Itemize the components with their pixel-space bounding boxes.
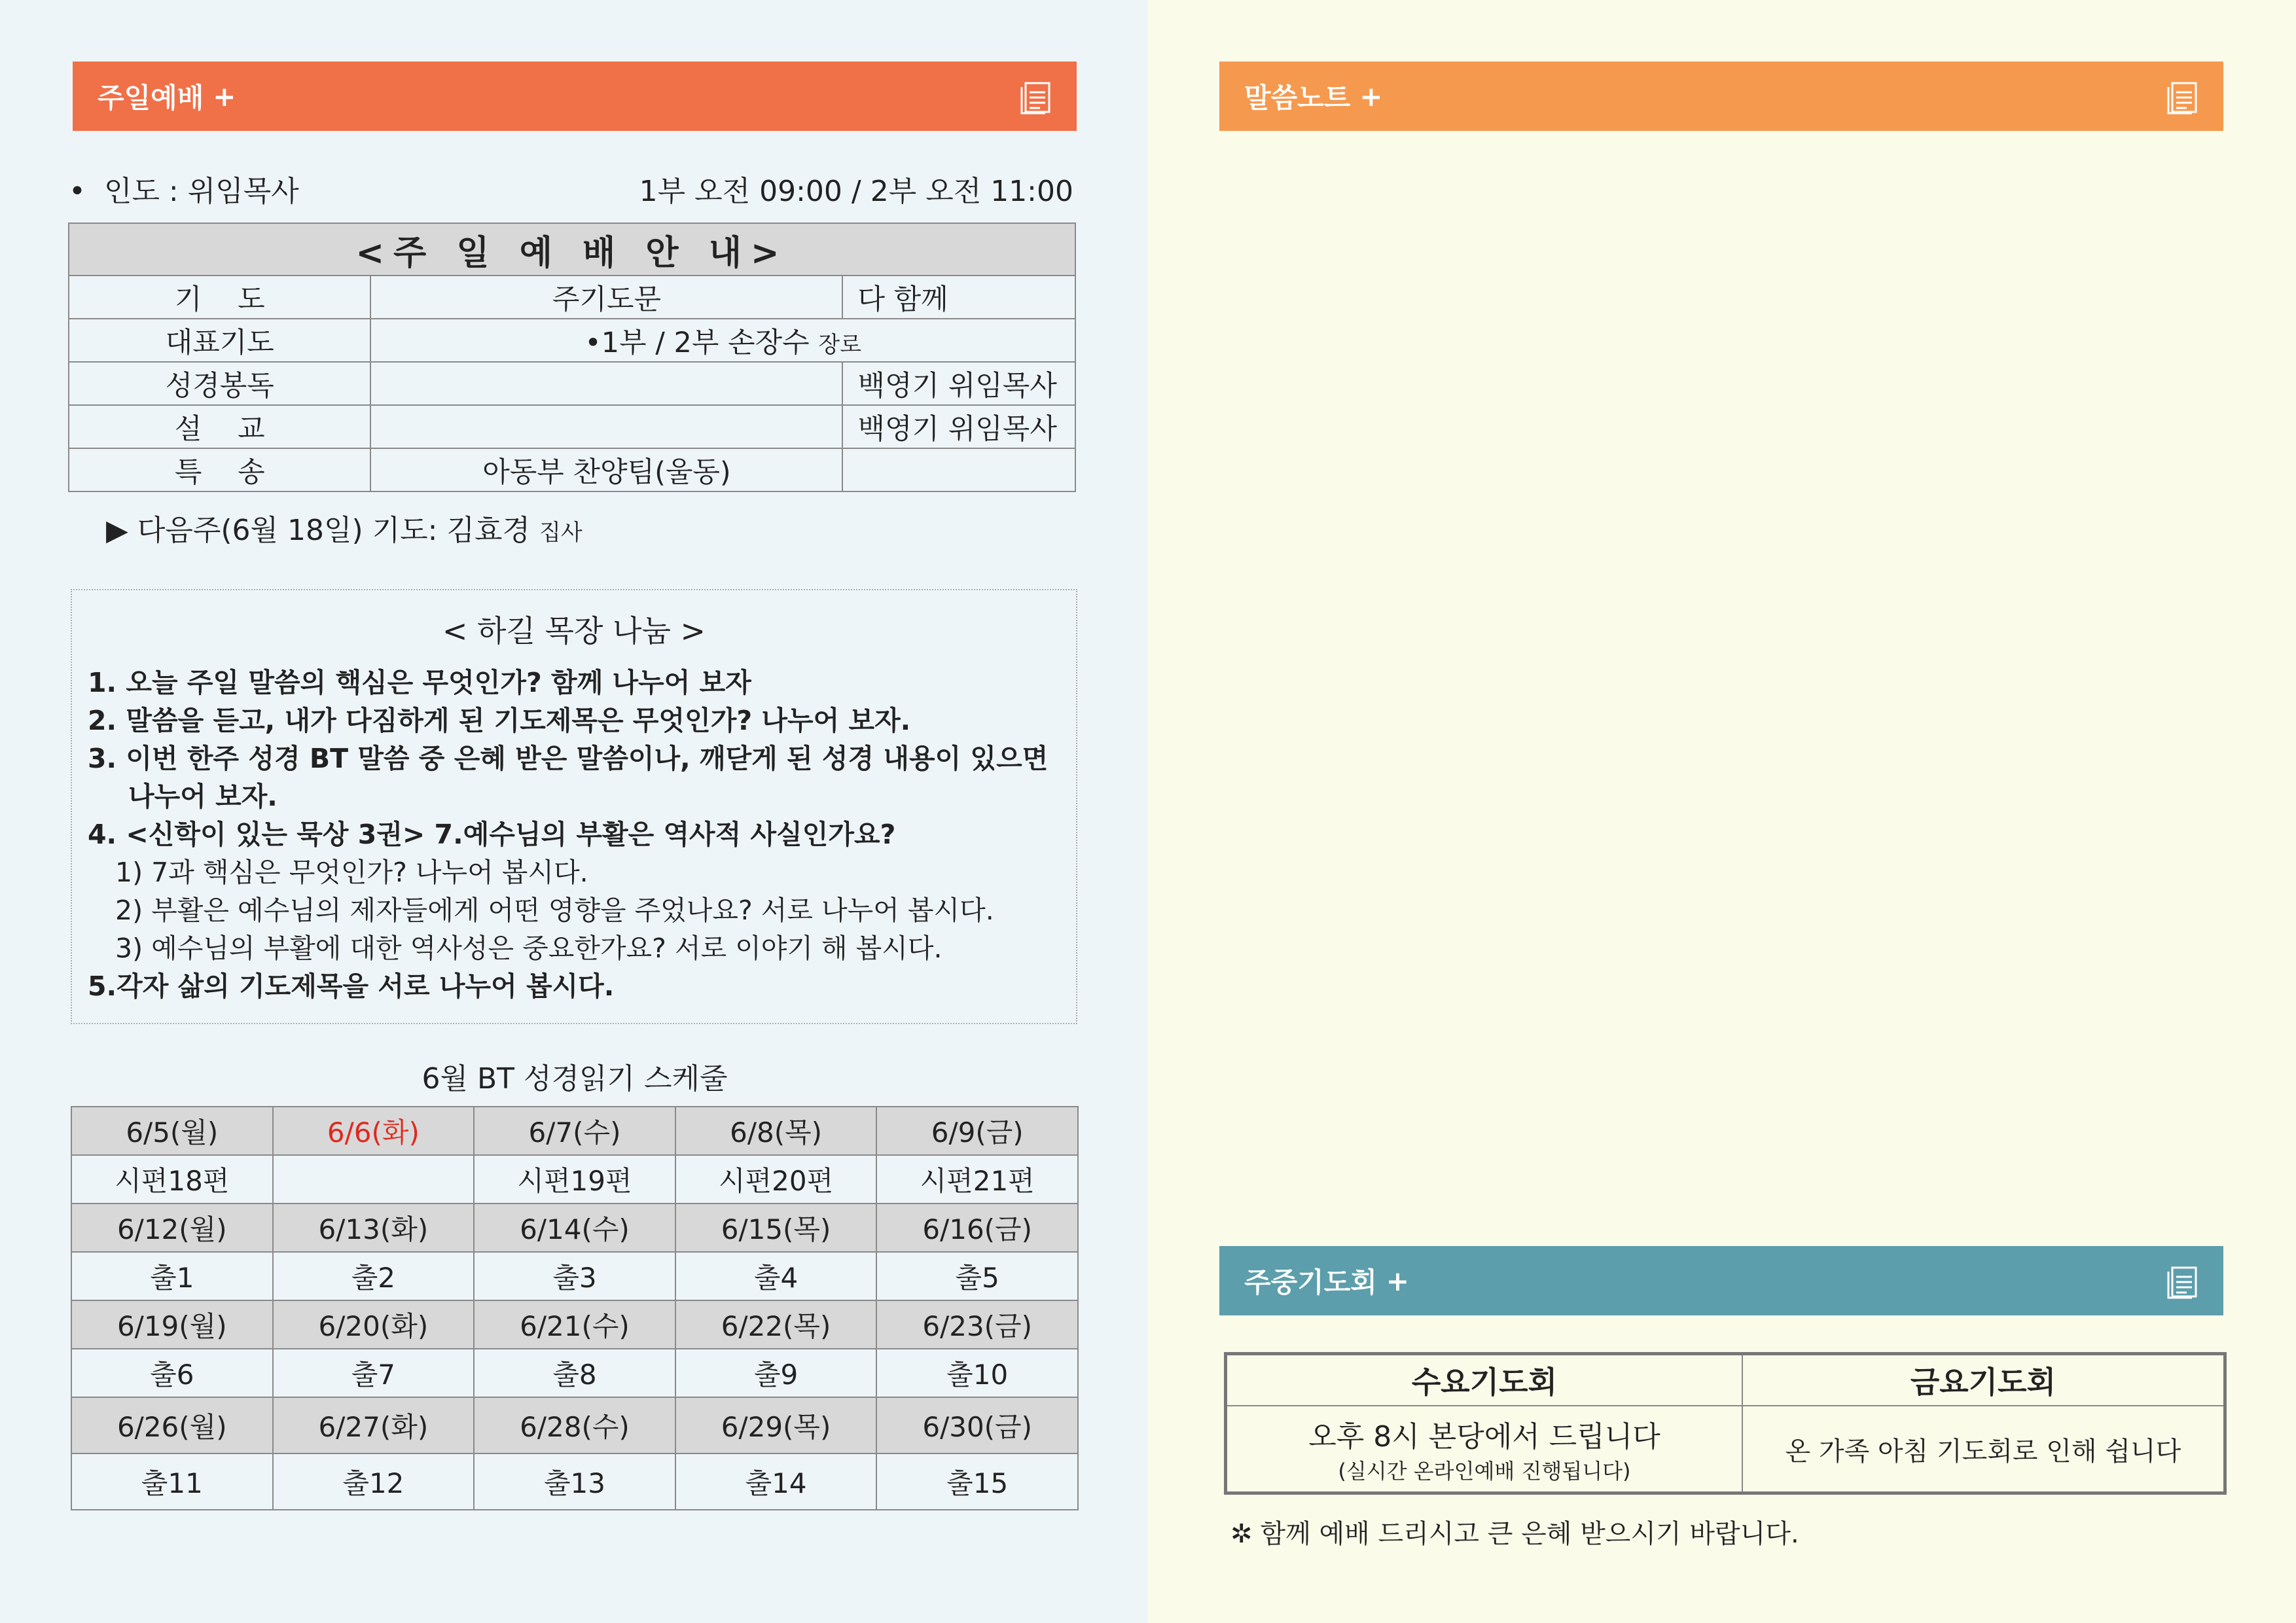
date-cell: 6/27(화) [273, 1397, 475, 1454]
row-content-cell [370, 319, 1075, 362]
worship-banner-title: 주일예배 [98, 82, 204, 114]
date-row [71, 1107, 1078, 1155]
sharing-subquestion: 1) 7과 핵심은 무엇인가? 나누어 봅시다. [115, 857, 588, 888]
worship-banner[interactable] [73, 62, 1077, 131]
reading-cell: 시편21편 [876, 1155, 1078, 1204]
reading-cell: 출8 [474, 1349, 675, 1397]
date-cell: 6/30(금) [876, 1397, 1078, 1454]
leader-label: 인도 : [103, 175, 179, 208]
reading-cell: 출14 [675, 1454, 877, 1510]
row-label: 성경봉독 [69, 362, 370, 405]
reading-cell: 출2 [273, 1252, 475, 1300]
wednesday-text: 오후 8시 본당에서 드립니다 [1308, 1420, 1660, 1454]
sharing-question: 5.각자 삶의 기도제목을 서로 나누어 봅시다. [88, 971, 615, 1002]
sharing-question: 4. <신학이 있는 묵상 3권> 7.예수님의 부활은 역사적 사실인가요? [88, 819, 896, 850]
reading-cell: 출9 [675, 1349, 877, 1397]
sharing-title: < 하길 목장 나눔 > [442, 613, 706, 649]
midweek-prayer-table [1224, 1352, 2227, 1495]
reading-cell: 시편20편 [675, 1155, 877, 1204]
plus-icon: + [213, 80, 236, 113]
date-cell: 6/5(월) [71, 1107, 273, 1155]
date-cell: 6/20(화) [273, 1300, 475, 1349]
reading-cell: 출6 [71, 1349, 273, 1397]
date-cell: 6/28(수) [474, 1397, 675, 1454]
friday-header: 금요기도회 [1742, 1354, 2225, 1406]
wednesday-subnote: (실시간 온라인예배 진행됩니다) [1338, 1459, 1631, 1484]
sharing-subquestion: 3) 예수님의 부활에 대한 역사성은 중요한가요? 서로 이야기 해 봅시다. [115, 933, 942, 964]
friday-text: 온 가족 아침 기도회로 인해 쉽니다 [1742, 1406, 2225, 1493]
content-row [1226, 1406, 2225, 1493]
date-cell: 6/23(금) [876, 1300, 1078, 1349]
date-row [71, 1397, 1078, 1454]
row-content [370, 405, 842, 448]
reading-cell: 출7 [273, 1349, 475, 1397]
row-content-title: 장로 [818, 331, 862, 358]
midweek-banner-title: 주중기도회 [1244, 1266, 1377, 1298]
next-week-text: 다음주(6월 18일) 기도: 김효경 [137, 514, 530, 547]
notes-banner-title: 말씀노트 [1244, 82, 1351, 114]
plus-icon: + [1359, 80, 1383, 113]
header-row [1226, 1354, 2225, 1406]
next-week-prayer [106, 507, 583, 548]
sharing-question: 1. 오늘 주일 말씀의 핵심은 무엇인가? 함께 나누어 보자 [88, 667, 751, 698]
row-label: 설 교 [69, 405, 370, 448]
reading-cell: 시편19편 [474, 1155, 675, 1204]
table-row [69, 319, 1075, 362]
reading-cell: 출4 [675, 1252, 877, 1300]
reading-cell: 출5 [876, 1252, 1078, 1300]
midweek-prayer-banner[interactable] [1219, 1246, 2223, 1315]
reading-cell: 출12 [273, 1454, 475, 1510]
row-content: 1부 / 2부 손장수 [601, 326, 810, 359]
reading-cell: 출1 [71, 1252, 273, 1300]
date-row [71, 1300, 1078, 1349]
worship-info-line [69, 169, 1073, 208]
bt-schedule-table [71, 1106, 1079, 1510]
document-icon[interactable] [2166, 78, 2198, 115]
date-cell: 6/29(목) [675, 1397, 877, 1454]
reading-cell: 출13 [474, 1454, 675, 1510]
reading-cell: 출11 [71, 1454, 273, 1510]
reading-row [71, 1155, 1078, 1204]
bullet-icon: • [584, 326, 601, 359]
date-cell: 6/12(월) [71, 1204, 273, 1252]
bt-schedule-title: 6월 BT 성경읽기 스케줄 [422, 1062, 728, 1096]
row-label: 기 도 [69, 276, 370, 319]
document-icon[interactable] [2166, 1262, 2198, 1299]
sharing-box [71, 589, 1077, 1024]
reading-row [71, 1252, 1078, 1300]
date-cell: 6/26(월) [71, 1397, 273, 1454]
worship-order-table [68, 223, 1076, 492]
date-cell: 6/22(목) [675, 1300, 877, 1349]
date-cell: 6/21(수) [474, 1300, 675, 1349]
table-row [69, 448, 1075, 491]
date-cell: 6/6(화) [273, 1107, 475, 1155]
row-note: 백영기 위임목사 [842, 405, 1075, 448]
leader-name: 위임목사 [187, 175, 299, 208]
row-note [842, 448, 1075, 491]
leader-info [69, 168, 299, 209]
reading-row [71, 1349, 1078, 1397]
bullet-icon: • [69, 175, 86, 208]
footnote-text: 함께 예배 드리시고 큰 은혜 받으시기 바랍니다. [1260, 1519, 1799, 1549]
sharing-question-continued: 나누어 보자. [128, 781, 278, 812]
wednesday-cell [1226, 1406, 1742, 1493]
sharing-question: 3. 이번 한주 성경 BT 말씀 중 은혜 받은 말씀이나, 깨닫게 된 성경 내용이 있으면 [88, 743, 1049, 774]
date-cell: 6/9(금) [876, 1107, 1078, 1155]
wednesday-header: 수요기도회 [1226, 1354, 1742, 1406]
table-row [69, 362, 1075, 405]
plus-icon: + [1386, 1264, 1410, 1297]
reading-cell: 출10 [876, 1349, 1078, 1397]
sharing-question: 2. 말씀을 듣고, 내가 다짐하게 된 기도제목은 무엇인가? 나누어 보자. [88, 705, 911, 736]
next-week-title: 집사 [539, 520, 583, 546]
date-cell: 6/8(목) [675, 1107, 877, 1155]
date-row [71, 1204, 1078, 1252]
reading-cell: 출15 [876, 1454, 1078, 1510]
reading-cell [273, 1155, 475, 1204]
worship-table-title: <주 일 예 배 안 내> [69, 223, 1075, 276]
row-content: 아동부 찬양팀(울동) [370, 448, 842, 491]
table-row [69, 405, 1075, 448]
row-label: 대표기도 [69, 319, 370, 362]
document-icon[interactable] [1019, 78, 1052, 115]
notes-banner[interactable] [1219, 62, 2223, 131]
reading-cell: 출3 [474, 1252, 675, 1300]
row-note: 백영기 위임목사 [842, 362, 1075, 405]
row-content: 주기도문 [370, 276, 842, 319]
date-cell: 6/14(수) [474, 1204, 675, 1252]
row-label: 특 송 [69, 448, 370, 491]
date-cell: 6/13(화) [273, 1204, 475, 1252]
service-times: 1부 오전 09:00 / 2부 오전 11:00 [639, 175, 1073, 208]
date-cell: 6/15(목) [675, 1204, 877, 1252]
asterisk-icon: ✲ [1230, 1519, 1253, 1549]
date-cell: 6/19(월) [71, 1300, 273, 1349]
reading-cell: 시편18편 [71, 1155, 273, 1204]
sharing-subquestion: 2) 부활은 예수님의 제자들에게 어떤 영향을 주었나요? 서로 나누어 봅시다. [115, 895, 994, 926]
reading-row [71, 1454, 1078, 1510]
date-cell: 6/7(수) [474, 1107, 675, 1155]
table-row [69, 276, 1075, 319]
date-cell: 6/16(금) [876, 1204, 1078, 1252]
arrow-right-icon: ▶ [106, 514, 128, 547]
row-note: 다 함께 [842, 276, 1075, 319]
footnote [1230, 1513, 1799, 1550]
row-content [370, 362, 842, 405]
